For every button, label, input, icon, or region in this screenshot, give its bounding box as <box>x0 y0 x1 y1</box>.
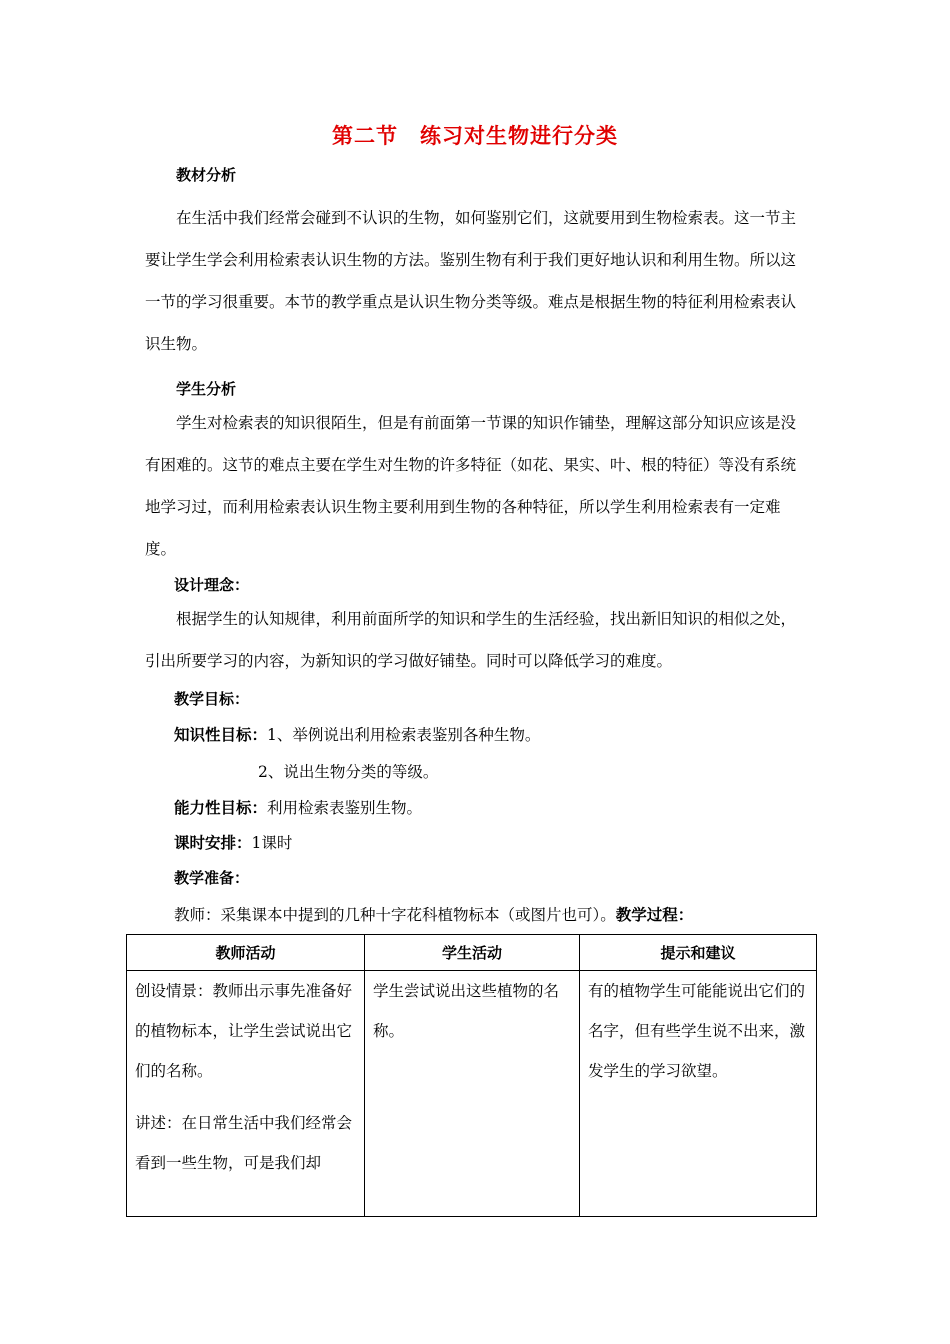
knowledge-goal-2: 2、说出生物分类的等级。 <box>258 763 439 781</box>
header-teacher-activity: 教师活动 <box>127 935 365 971</box>
ability-goal-text: 利用检索表鉴别生物。 <box>267 799 423 817</box>
schedule-label: 课时安排： <box>174 834 252 852</box>
knowledge-goal-label: 知识性目标： <box>174 726 268 744</box>
heading-teaching-goals: 教学目标： <box>174 690 250 708</box>
header-hints-suggestions: 提示和建议 <box>580 935 817 971</box>
table-header-row <box>127 935 817 971</box>
paragraph-student-analysis: 学生对检索表的知识很陌生，但是有前面第一节课的知识作铺垫，理解这部分知识应该是没有困难的。这节的难点主要在学生对生物的许多特征（如花、果实、叶、根的特征）等没有系统地学习过，而利用检索表认识生物主要利用到生物的各种特征，所以学生利用检索表有一定难度。 <box>145 414 797 558</box>
teacher-activity-narration: 讲述：在日常生活中我们经常会看到一些生物，可是我们却 <box>135 1114 353 1172</box>
heading-material-analysis: 教材分析 <box>176 166 237 184</box>
teacher-activity-scenario: 创设情景：教师出示事先准备好的植物标本，让学生尝试说出它们的名称。 <box>135 982 353 1080</box>
heading-student-analysis: 学生分析 <box>176 380 237 398</box>
paragraph-design-concept: 根据学生的认知规律，利用前面所学的知识和学生的生活经验，找出新旧知识的相似之处，引出所要学习的内容，为新知识的学习做好铺垫。同时可以降低学习的难度。 <box>145 610 797 670</box>
header-student-activity: 学生活动 <box>365 935 580 971</box>
paragraph-material-analysis: 在生活中我们经常会碰到不认识的生物，如何鉴别它们，这就要用到生物检索表。这一节主要让学生学会利用检索表认识生物的方法。鉴别生物有利于我们更好地认识和利用生物。所以这一节的学习很重要。本节的教学重点是认识生物分类等级。难点是根据生物的特征利用检索表认识生物。 <box>145 209 797 353</box>
knowledge-goal-1: 1、举例说出利用检索表鉴别各种生物。 <box>267 726 541 744</box>
ability-goal-line <box>174 796 422 818</box>
teaching-process-table <box>126 934 817 1217</box>
teaching-process-label: 教学过程： <box>615 906 694 924</box>
heading-design-concept: 设计理念： <box>174 576 250 594</box>
prep-line <box>174 903 693 925</box>
ability-goal-label: 能力性目标： <box>174 799 268 817</box>
cell-teacher-activity <box>127 971 365 1217</box>
cell-student-activity: 学生尝试说出这些植物的名称。 <box>365 971 580 1217</box>
knowledge-goal-line <box>174 723 540 745</box>
cell-hints-suggestions: 有的植物学生可能能说出它们的名字，但有些学生说不出来，激发学生的学习欲望。 <box>580 971 817 1217</box>
table-row <box>127 971 817 1217</box>
heading-teaching-prep: 教学准备： <box>174 869 250 887</box>
schedule-text: 1课时 <box>251 834 293 852</box>
page-title: 第二节 练习对生物进行分类 <box>332 124 618 148</box>
prep-teacher-text: 教师：采集课本中提到的几种十字花科植物标本（或图片也可）。 <box>174 906 616 924</box>
schedule-line <box>174 831 292 853</box>
